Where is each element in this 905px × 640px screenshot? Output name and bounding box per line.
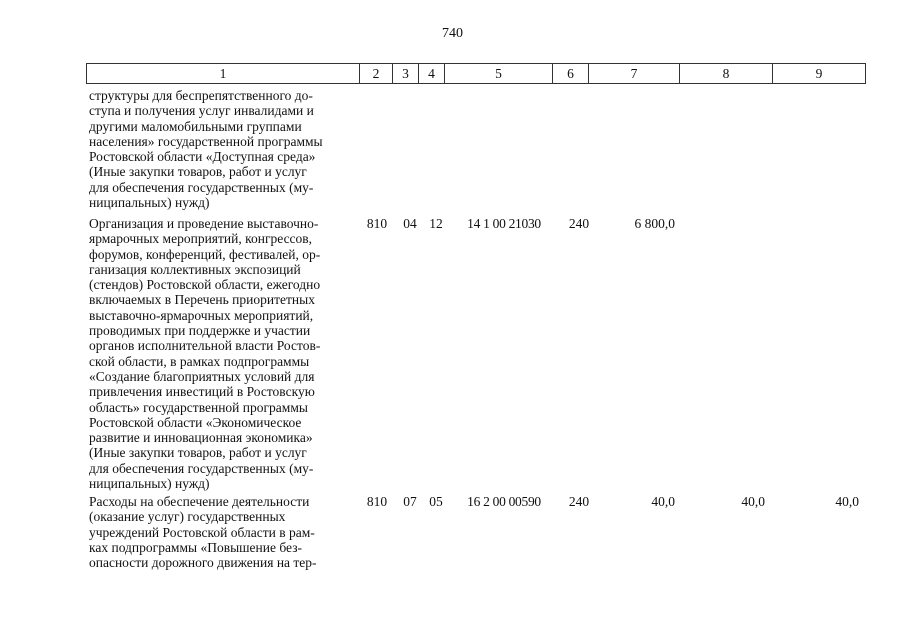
cell-subsection: 12 (429, 216, 443, 231)
row-description (89, 216, 357, 491)
desc-line: Ростовской области «Экономическое (89, 414, 302, 430)
desc-line: (оказание услуг) государственных (89, 509, 286, 525)
header-col-1: 1 (87, 64, 360, 83)
header-col-8: 8 (680, 64, 773, 83)
desc-line: ниципальных) нужд) (89, 476, 210, 492)
header-col-7: 7 (589, 64, 680, 83)
desc-line: Организация и проведение выставочно- (89, 216, 319, 231)
header-col-4: 4 (419, 64, 445, 83)
desc-line: ской области, в рамках подпрограммы (89, 353, 310, 369)
desc-line: Расходы на обеспечение деятельности (89, 494, 310, 509)
page-number: 740 (442, 26, 463, 41)
desc-line: ниципальных) нужд) (89, 195, 210, 211)
cell-amount-col7: 6 800,0 (634, 216, 675, 231)
cell-amount-col9: 40,0 (835, 494, 859, 509)
desc-line: Ростовской области «Доступная среда» (89, 149, 316, 165)
desc-line: населения» государственной программы (89, 133, 323, 149)
desc-line: (Иные закупки товаров, работ и услуг (89, 445, 307, 461)
row-description (89, 88, 357, 210)
cell-target-article: 14 1 00 21030 (467, 216, 541, 231)
row-description (89, 494, 357, 570)
header-col-2: 2 (360, 64, 393, 83)
desc-line: органов исполнительной власти Ростов- (89, 338, 321, 354)
cell-ministry-code: 810 (366, 216, 388, 231)
cell-expense-type: 240 (568, 494, 590, 509)
desc-line: ступа и получения услуг инвалидами и (89, 103, 314, 119)
desc-line: включаемых в Перечень приоритетных (89, 292, 315, 308)
table-header (86, 63, 866, 84)
desc-line: ганизация коллективных экспозиций (89, 261, 301, 277)
cell-section: 07 (403, 494, 417, 509)
desc-line: «Создание благоприятных условий для (89, 368, 315, 384)
desc-line: ярмарочных мероприятий, конгрессов, (89, 231, 313, 247)
desc-line: область» государственной программы (89, 399, 308, 415)
cell-subsection: 05 (429, 494, 443, 509)
desc-line: учреждений Ростовской области в рам- (89, 524, 315, 540)
cell-amount-col7: 40,0 (651, 494, 675, 509)
desc-line: форумов, конференций, фестивалей, ор- (89, 246, 321, 262)
desc-line: (стендов) Ростовской области, ежегодно (89, 277, 321, 293)
desc-line: опасности дорожного движения на тер- (89, 555, 317, 571)
cell-section: 04 (403, 216, 417, 231)
desc-line: другими маломобильными группами (89, 118, 302, 134)
desc-line: развитие и инновационная экономика» (89, 430, 313, 446)
desc-line: ках подпрограммы «Повышение без- (89, 539, 303, 555)
desc-line: выставочно-ярмарочных мероприятий, (89, 307, 314, 323)
desc-line: для обеспечения государственных (му- (89, 460, 314, 476)
desc-line: проводимых при поддержке и участии (89, 323, 311, 339)
desc-line: привлечения инвестиций в Ростовскую (89, 384, 315, 400)
cell-amount-col8: 40,0 (741, 494, 765, 509)
cell-expense-type: 240 (568, 216, 590, 231)
header-col-9: 9 (815, 65, 823, 81)
header-col-6: 6 (553, 64, 589, 83)
header-col-3: 3 (393, 64, 419, 83)
desc-line: для обеспечения государственных (му- (89, 179, 314, 195)
desc-line: (Иные закупки товаров, работ и услуг (89, 164, 307, 180)
desc-line: структуры для беспрепятственного до- (89, 88, 313, 103)
header-col-5: 5 (445, 64, 553, 83)
cell-target-article: 16 2 00 00590 (467, 494, 541, 509)
cell-ministry-code: 810 (366, 494, 388, 509)
